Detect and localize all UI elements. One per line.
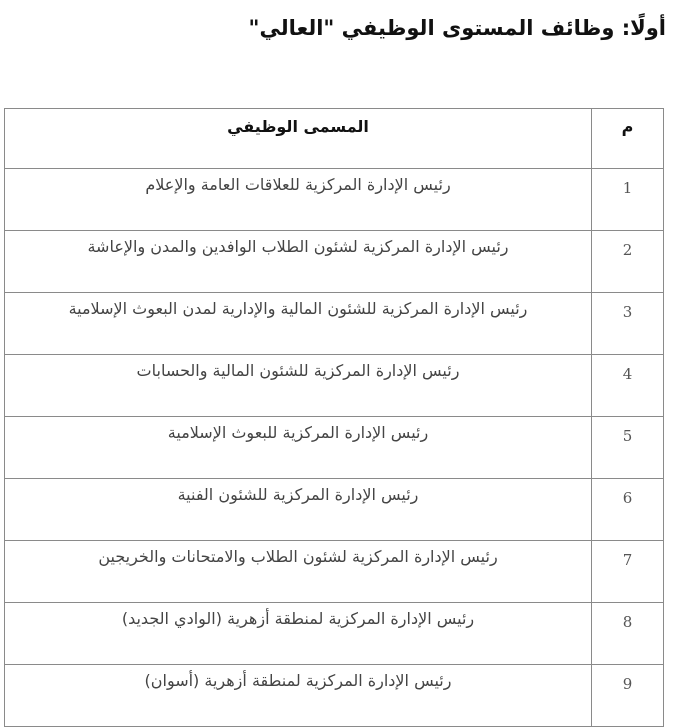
- table-body: [5, 169, 664, 727]
- row-number: 1: [592, 169, 664, 231]
- row-number: 7: [592, 541, 664, 603]
- job-title: رئيس الإدارة المركزية للعلاقات العامة والإعلام: [5, 169, 592, 231]
- header-row: [5, 109, 664, 169]
- row-number: 4: [592, 355, 664, 417]
- table-row: [5, 169, 664, 231]
- job-title: رئيس الإدارة المركزية لمنطقة أزهرية (الوادي الجديد): [5, 603, 592, 665]
- table-row: [5, 231, 664, 293]
- job-title: رئيس الإدارة المركزية للشئون الفنية: [5, 479, 592, 541]
- row-number: 2: [592, 231, 664, 293]
- table-row: [5, 355, 664, 417]
- row-number: 6: [592, 479, 664, 541]
- table-row: [5, 541, 664, 603]
- column-header-number: م: [592, 109, 664, 169]
- row-number: 9: [592, 665, 664, 727]
- jobs-table: [4, 108, 664, 727]
- column-header-title: المسمى الوظيفي: [5, 109, 592, 169]
- job-title: رئيس الإدارة المركزية للبعوث الإسلامية: [5, 417, 592, 479]
- job-title: رئيس الإدارة المركزية لشئون الطلاب والامتحانات والخريجين: [5, 541, 592, 603]
- job-title: رئيس الإدارة المركزية لشئون الطلاب الوافدين والمدن والإعاشة: [5, 231, 592, 293]
- job-title: رئيس الإدارة المركزية للشئون المالية والحسابات: [5, 355, 592, 417]
- row-number: 3: [592, 293, 664, 355]
- job-title: رئيس الإدارة المركزية للشئون المالية والإدارية لمدن البعوث الإسلامية: [5, 293, 592, 355]
- table-row: [5, 293, 664, 355]
- table-row: [5, 665, 664, 727]
- row-number: 5: [592, 417, 664, 479]
- table-row: [5, 603, 664, 665]
- row-number: 8: [592, 603, 664, 665]
- job-title: رئيس الإدارة المركزية لمنطقة أزهرية (أسوان): [5, 665, 592, 727]
- table-row: [5, 479, 664, 541]
- table-header: [5, 109, 664, 169]
- section-heading: أولًا: وظائف المستوى الوظيفي "العالي": [248, 16, 666, 40]
- table-row: [5, 417, 664, 479]
